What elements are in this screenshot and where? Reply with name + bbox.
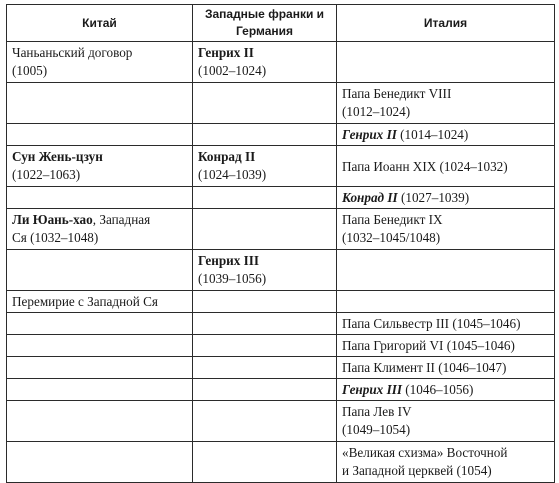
- cell-china: [7, 442, 193, 483]
- table-row: [7, 250, 555, 291]
- cell-italy: [337, 442, 555, 483]
- emperor-name: Конрад II: [342, 190, 398, 205]
- cell-italy: [337, 209, 555, 250]
- table-row: [7, 42, 555, 83]
- cell-text: Папа Григорий VI (1045–1046): [342, 338, 515, 353]
- ruler-name: Генрих II: [198, 45, 254, 60]
- cell-text: (1005): [12, 63, 48, 78]
- cell-italy: [337, 401, 555, 442]
- cell-text: Папа Лев IV: [342, 404, 412, 419]
- header-row: [7, 5, 555, 42]
- cell-text: (1049–1054): [342, 422, 411, 437]
- cell-germany: [193, 187, 337, 209]
- cell-china: [7, 357, 193, 379]
- cell-text: Папа Бенедикт IX: [342, 212, 443, 227]
- cell-text: Папа Сильвестр III (1045–1046): [342, 316, 521, 331]
- emperor-name: Генрих III: [342, 382, 402, 397]
- cell-text: Чаньаньский договор: [12, 45, 133, 60]
- table-row: [7, 379, 555, 401]
- ruler-dates: (1022–1063): [12, 167, 81, 182]
- cell-germany: [193, 401, 337, 442]
- cell-italy: [337, 146, 555, 187]
- cell-text: (1012–1024): [342, 104, 411, 119]
- cell-china: [7, 379, 193, 401]
- cell-text: Папа Климент II (1046–1047): [342, 360, 507, 375]
- ruler-name: Сун Жень-цзун: [12, 149, 103, 164]
- cell-germany: [193, 357, 337, 379]
- cell-text: и Западной церквей (1054): [342, 463, 492, 478]
- cell-china: [7, 250, 193, 291]
- cell-italy: [337, 250, 555, 291]
- header-italy: Италия: [337, 5, 555, 42]
- cell-china: [7, 209, 193, 250]
- cell-germany: [193, 335, 337, 357]
- cell-germany: [193, 209, 337, 250]
- table-row: [7, 291, 555, 313]
- cell-china: [7, 291, 193, 313]
- ruler-name: Конрад II: [198, 149, 256, 164]
- table-row: [7, 83, 555, 124]
- cell-germany: [193, 291, 337, 313]
- ruler-dates: (1002–1024): [198, 63, 267, 78]
- cell-text: Папа Бенедикт VIII: [342, 86, 452, 101]
- cell-germany: [193, 124, 337, 146]
- header-west-franks-germany: [193, 5, 337, 42]
- table-row: [7, 209, 555, 250]
- cell-italy: [337, 187, 555, 209]
- cell-italy: [337, 313, 555, 335]
- table-row: [7, 357, 555, 379]
- table-row: [7, 124, 555, 146]
- cell-china: [7, 83, 193, 124]
- cell-italy: [337, 42, 555, 83]
- cell-china: [7, 335, 193, 357]
- cell-china: [7, 313, 193, 335]
- cell-china: [7, 146, 193, 187]
- cell-italy: [337, 379, 555, 401]
- cell-italy: [337, 291, 555, 313]
- table-row: [7, 146, 555, 187]
- cell-text: Папа Иоанн XIX (1024–1032): [342, 158, 508, 174]
- cell-text: (1032–1045/1048): [342, 230, 441, 245]
- header-west-franks-germany-text: Западные франки и Германия: [204, 7, 325, 38]
- table-row: [7, 335, 555, 357]
- cell-italy: [337, 335, 555, 357]
- cell-text: Ся (1032–1048): [12, 230, 99, 245]
- cell-text: , Западная: [92, 212, 151, 227]
- emperor-name: Генрих II: [342, 127, 397, 142]
- cell-italy: [337, 357, 555, 379]
- emperor-dates: (1046–1056): [401, 382, 474, 397]
- cell-germany: [193, 442, 337, 483]
- chronology-table: [6, 4, 555, 483]
- table-row: [7, 442, 555, 483]
- cell-germany: [193, 42, 337, 83]
- ruler-dates: (1024–1039): [198, 167, 267, 182]
- ruler-name: Ли Юань-хао: [12, 212, 93, 227]
- ruler-dates: (1039–1056): [198, 271, 267, 286]
- cell-china: [7, 42, 193, 83]
- cell-germany: [193, 250, 337, 291]
- table-row: [7, 187, 555, 209]
- cell-italy: [337, 124, 555, 146]
- emperor-dates: (1014–1024): [396, 127, 469, 142]
- cell-text: «Великая схизма» Восточной: [342, 445, 508, 460]
- cell-china: [7, 401, 193, 442]
- cell-germany: [193, 313, 337, 335]
- cell-china: [7, 187, 193, 209]
- ruler-name: Генрих III: [198, 253, 260, 268]
- header-china: Китай: [7, 5, 193, 42]
- cell-germany: [193, 146, 337, 187]
- emperor-dates: (1027–1039): [397, 190, 470, 205]
- table-row: [7, 401, 555, 442]
- table-row: [7, 313, 555, 335]
- cell-text: Перемирие с Западной Ся: [12, 294, 158, 309]
- cell-germany: [193, 379, 337, 401]
- cell-germany: [193, 83, 337, 124]
- cell-china: [7, 124, 193, 146]
- cell-italy: [337, 83, 555, 124]
